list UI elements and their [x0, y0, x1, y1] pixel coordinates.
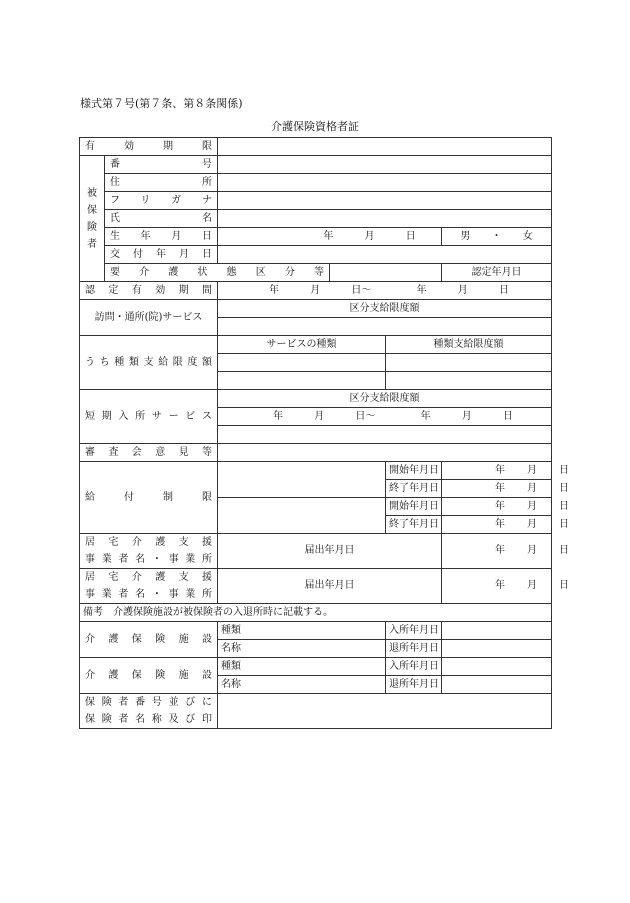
- name-label: 氏名: [105, 210, 218, 228]
- benefit-limit-label: 給付制限: [80, 462, 218, 534]
- facility-label-2: 介護保険施設: [80, 658, 218, 694]
- row-care-support-2: [80, 569, 552, 604]
- cert-period-label: 認定有効期間: [80, 282, 218, 300]
- short-stay-value[interactable]: [218, 426, 552, 444]
- sex-value[interactable]: 男 ・ 女: [442, 228, 552, 246]
- facility-kind-2[interactable]: 種類: [218, 658, 386, 676]
- row-number: [80, 156, 552, 174]
- short-stay-label: 短期入所サービス: [80, 390, 218, 444]
- row-short-stay-a: [80, 390, 552, 408]
- leave-label-1: 退所年月日: [386, 640, 442, 658]
- address-label: 住所: [105, 174, 218, 192]
- facility-label-1: 介護保険施設: [80, 622, 218, 658]
- report-date-label-2: 届出年月日: [218, 569, 442, 604]
- row-cert-period: [80, 282, 552, 300]
- review-value[interactable]: [218, 444, 552, 462]
- address-value[interactable]: [218, 174, 552, 192]
- admit-value-2[interactable]: [442, 658, 552, 676]
- report-date-label-1: 届出年月日: [218, 534, 442, 569]
- row-home-service-a: [80, 300, 552, 318]
- birthdate-label: 生年月日: [105, 228, 218, 246]
- facility-name-2[interactable]: 名称: [218, 676, 386, 694]
- row-remarks: [80, 604, 552, 622]
- care-level-label: 要介護状態区分等: [105, 264, 330, 282]
- leave-value-2[interactable]: [442, 676, 552, 694]
- benefit-content-2[interactable]: [218, 498, 386, 534]
- benefit-end-value-1[interactable]: 年 月 日: [442, 480, 552, 498]
- benefit-end-label-2: 終了年月日: [386, 516, 442, 534]
- benefit-end-value-2[interactable]: 年 月 日: [442, 516, 552, 534]
- issue-date-value[interactable]: [218, 246, 552, 264]
- insurer-label: 保険者番号並びに 保険者名称及び印: [80, 694, 218, 729]
- row-care-level: [80, 264, 552, 282]
- admit-value-1[interactable]: [442, 622, 552, 640]
- row-facility-2a: [80, 658, 552, 676]
- form-title: 介護保険資格者証: [271, 120, 359, 133]
- row-address: [80, 174, 552, 192]
- row-furigana: [80, 192, 552, 210]
- furigana-label: フリガナ: [105, 192, 218, 210]
- benefit-start-label-2: 開始年月日: [386, 498, 442, 516]
- remarks-text: 備考 介護保険施設が被保険者の入退所時に記載する。: [80, 604, 552, 622]
- birthdate-value[interactable]: 年 月 日: [218, 228, 442, 246]
- home-service-label: 訪問・通所(院)サービス: [80, 300, 218, 336]
- leave-label-2: 退所年月日: [386, 676, 442, 694]
- cert-period-value[interactable]: 年 月 日～ 年 月 日: [218, 282, 552, 300]
- certificate-table: [79, 137, 569, 729]
- row-review: [80, 444, 552, 462]
- review-label: 審査会意見等: [80, 444, 218, 462]
- benefit-start-value-1[interactable]: 年 月 日: [442, 462, 552, 480]
- leave-value-1[interactable]: [442, 640, 552, 658]
- row-facility-1a: [80, 622, 552, 640]
- issue-date-label: 交付年月日: [105, 246, 218, 264]
- type-limit-label: うち種類支給限度額: [80, 336, 218, 390]
- admit-label-1: 入所年月日: [386, 622, 442, 640]
- service-type-header: サービスの種類: [218, 336, 386, 354]
- number-label: 番号: [105, 156, 218, 174]
- short-limit-label: 区分支給限度額: [218, 390, 552, 408]
- service-type-2[interactable]: [218, 372, 386, 390]
- row-name: [80, 210, 552, 228]
- type-limit-amount-2[interactable]: [386, 372, 552, 390]
- cert-date-label: 認定年月日: [442, 264, 552, 282]
- benefit-end-label-1: 終了年月日: [386, 480, 442, 498]
- benefit-start-value-2[interactable]: 年 月 日: [442, 498, 552, 516]
- name-value[interactable]: [218, 210, 552, 228]
- number-value[interactable]: [218, 156, 552, 174]
- type-limit-amount-header: 種類支給限度額: [386, 336, 552, 354]
- validity-label: 有効期限: [80, 138, 218, 156]
- care-level-value[interactable]: [330, 264, 442, 282]
- service-type-1[interactable]: [218, 354, 386, 372]
- row-care-support-1: [80, 534, 552, 569]
- row-validity: [80, 138, 552, 156]
- report-date-value-1[interactable]: 年 月 日: [442, 534, 552, 569]
- row-issue-date: [80, 246, 552, 264]
- form-number: 様式第７号(第７条、第８条関係): [80, 97, 243, 110]
- insurer-value[interactable]: [218, 694, 552, 729]
- row-insurer: [80, 694, 552, 729]
- home-limit-value[interactable]: [218, 318, 552, 336]
- short-stay-period[interactable]: 年 月 日～ 年 月 日: [218, 408, 552, 426]
- furigana-value[interactable]: [218, 192, 552, 210]
- benefit-content-1[interactable]: [218, 462, 386, 498]
- row-type-limit-head: [80, 336, 552, 354]
- row-birthdate: [80, 228, 552, 246]
- type-limit-amount-1[interactable]: [386, 354, 552, 372]
- row-benefit-1: [80, 462, 552, 480]
- care-support-label-1: 居宅介護支援 事業者名・事業所: [80, 534, 218, 569]
- admit-label-2: 入所年月日: [386, 658, 442, 676]
- benefit-start-label-1: 開始年月日: [386, 462, 442, 480]
- validity-value[interactable]: [218, 138, 552, 156]
- facility-kind-1[interactable]: 種類: [218, 622, 386, 640]
- care-support-label-2: 居宅介護支援 事業者名・事業所: [80, 569, 218, 604]
- report-date-value-2[interactable]: 年 月 日: [442, 569, 552, 604]
- facility-name-1[interactable]: 名称: [218, 640, 386, 658]
- insured-vertical-label: 被 保 険 者: [80, 156, 105, 282]
- home-limit-label: 区分支給限度額: [218, 300, 552, 318]
